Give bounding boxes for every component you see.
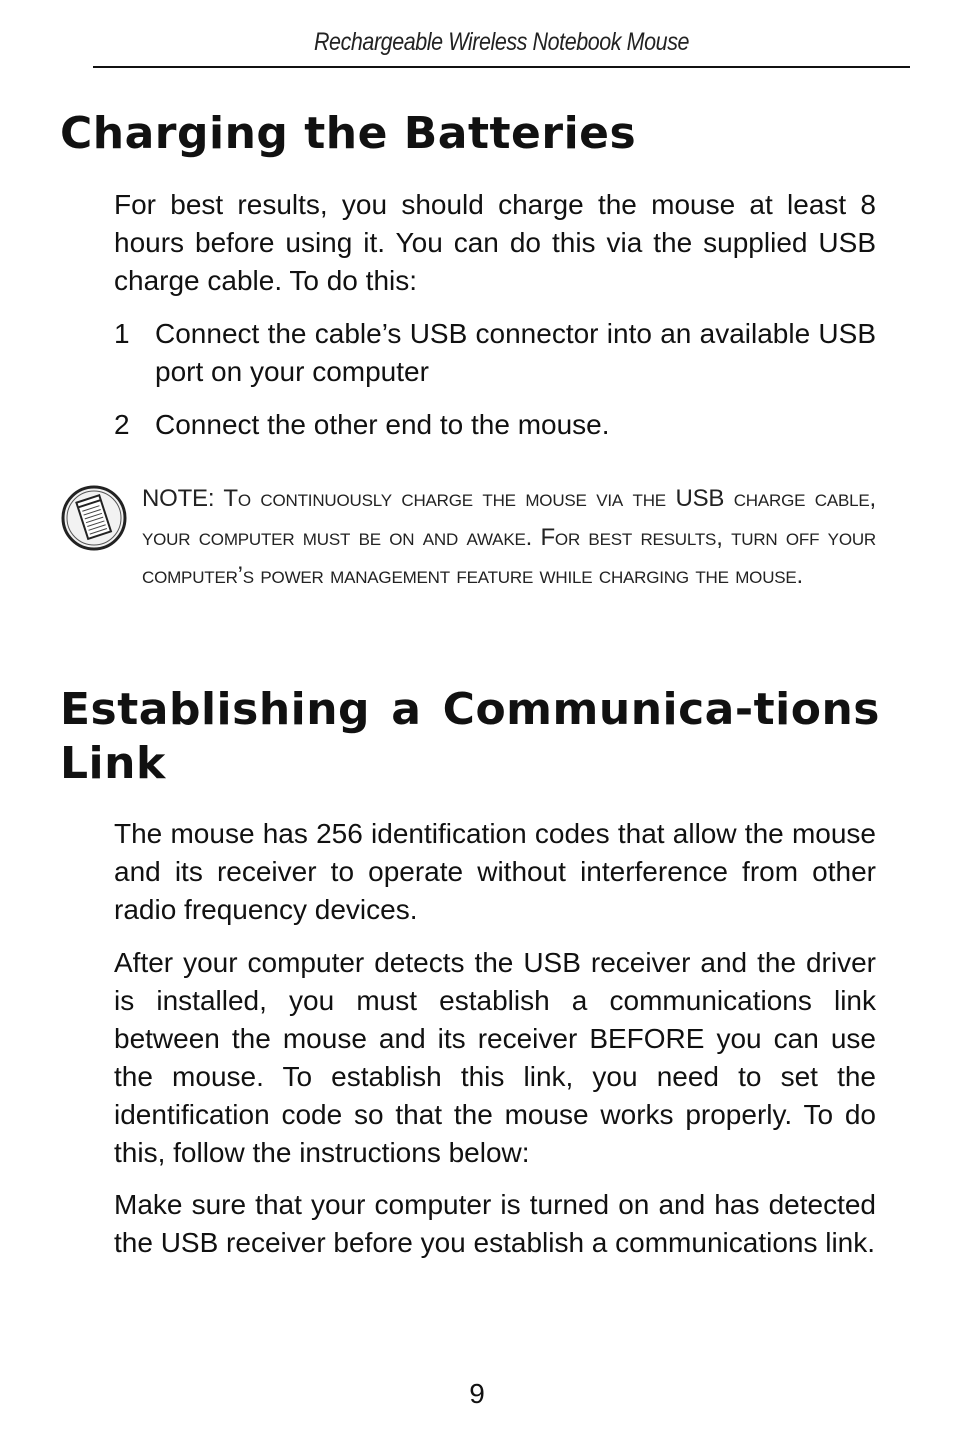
step-number: 1 <box>114 318 130 349</box>
link-paragraph: After your computer detects the USB receiver and the driver is installed, you must establish a communications link between the mouse and its receiver BEFORE you can use the mouse. To establish this link, you need to set the identification code so that the mouse works properly. To do this, follow the instructions below: <box>114 947 876 1168</box>
step-item <box>114 406 876 444</box>
notepad-icon <box>60 484 128 552</box>
page-number: 9 <box>469 1378 485 1409</box>
note-text: NOTE: To continuously charge the mouse via the USB charge cable, your computer must be on and awake. For best results, turn off your computer’s power management feature while charging the mouse. <box>142 485 876 589</box>
running-header: Rechargeable Wireless Notebook Mouse <box>313 28 690 56</box>
section-title-charging: Charging the Batteries <box>60 108 637 159</box>
step-item <box>114 315 876 391</box>
step-text: Connect the cable’s USB connector into an available USB port on your computer <box>155 318 876 387</box>
header-rule <box>93 66 910 68</box>
step-number: 2 <box>114 409 130 440</box>
section-title-communications-link: Establishing a Communica-tions Link <box>60 684 880 789</box>
link-paragraph: The mouse has 256 identification codes that allow the mouse and its receiver to operate without interference from other radio frequency devices. <box>114 818 876 925</box>
link-paragraph: Make sure that your computer is turned on and has detected the USB receiver before you establish a communications link. <box>114 1189 876 1258</box>
charging-intro: For best results, you should charge the mouse at least 8 hours before using it. You can do this via the supplied USB charge cable. To do this: <box>114 189 876 296</box>
step-text: Connect the other end to the mouse. <box>155 409 610 440</box>
